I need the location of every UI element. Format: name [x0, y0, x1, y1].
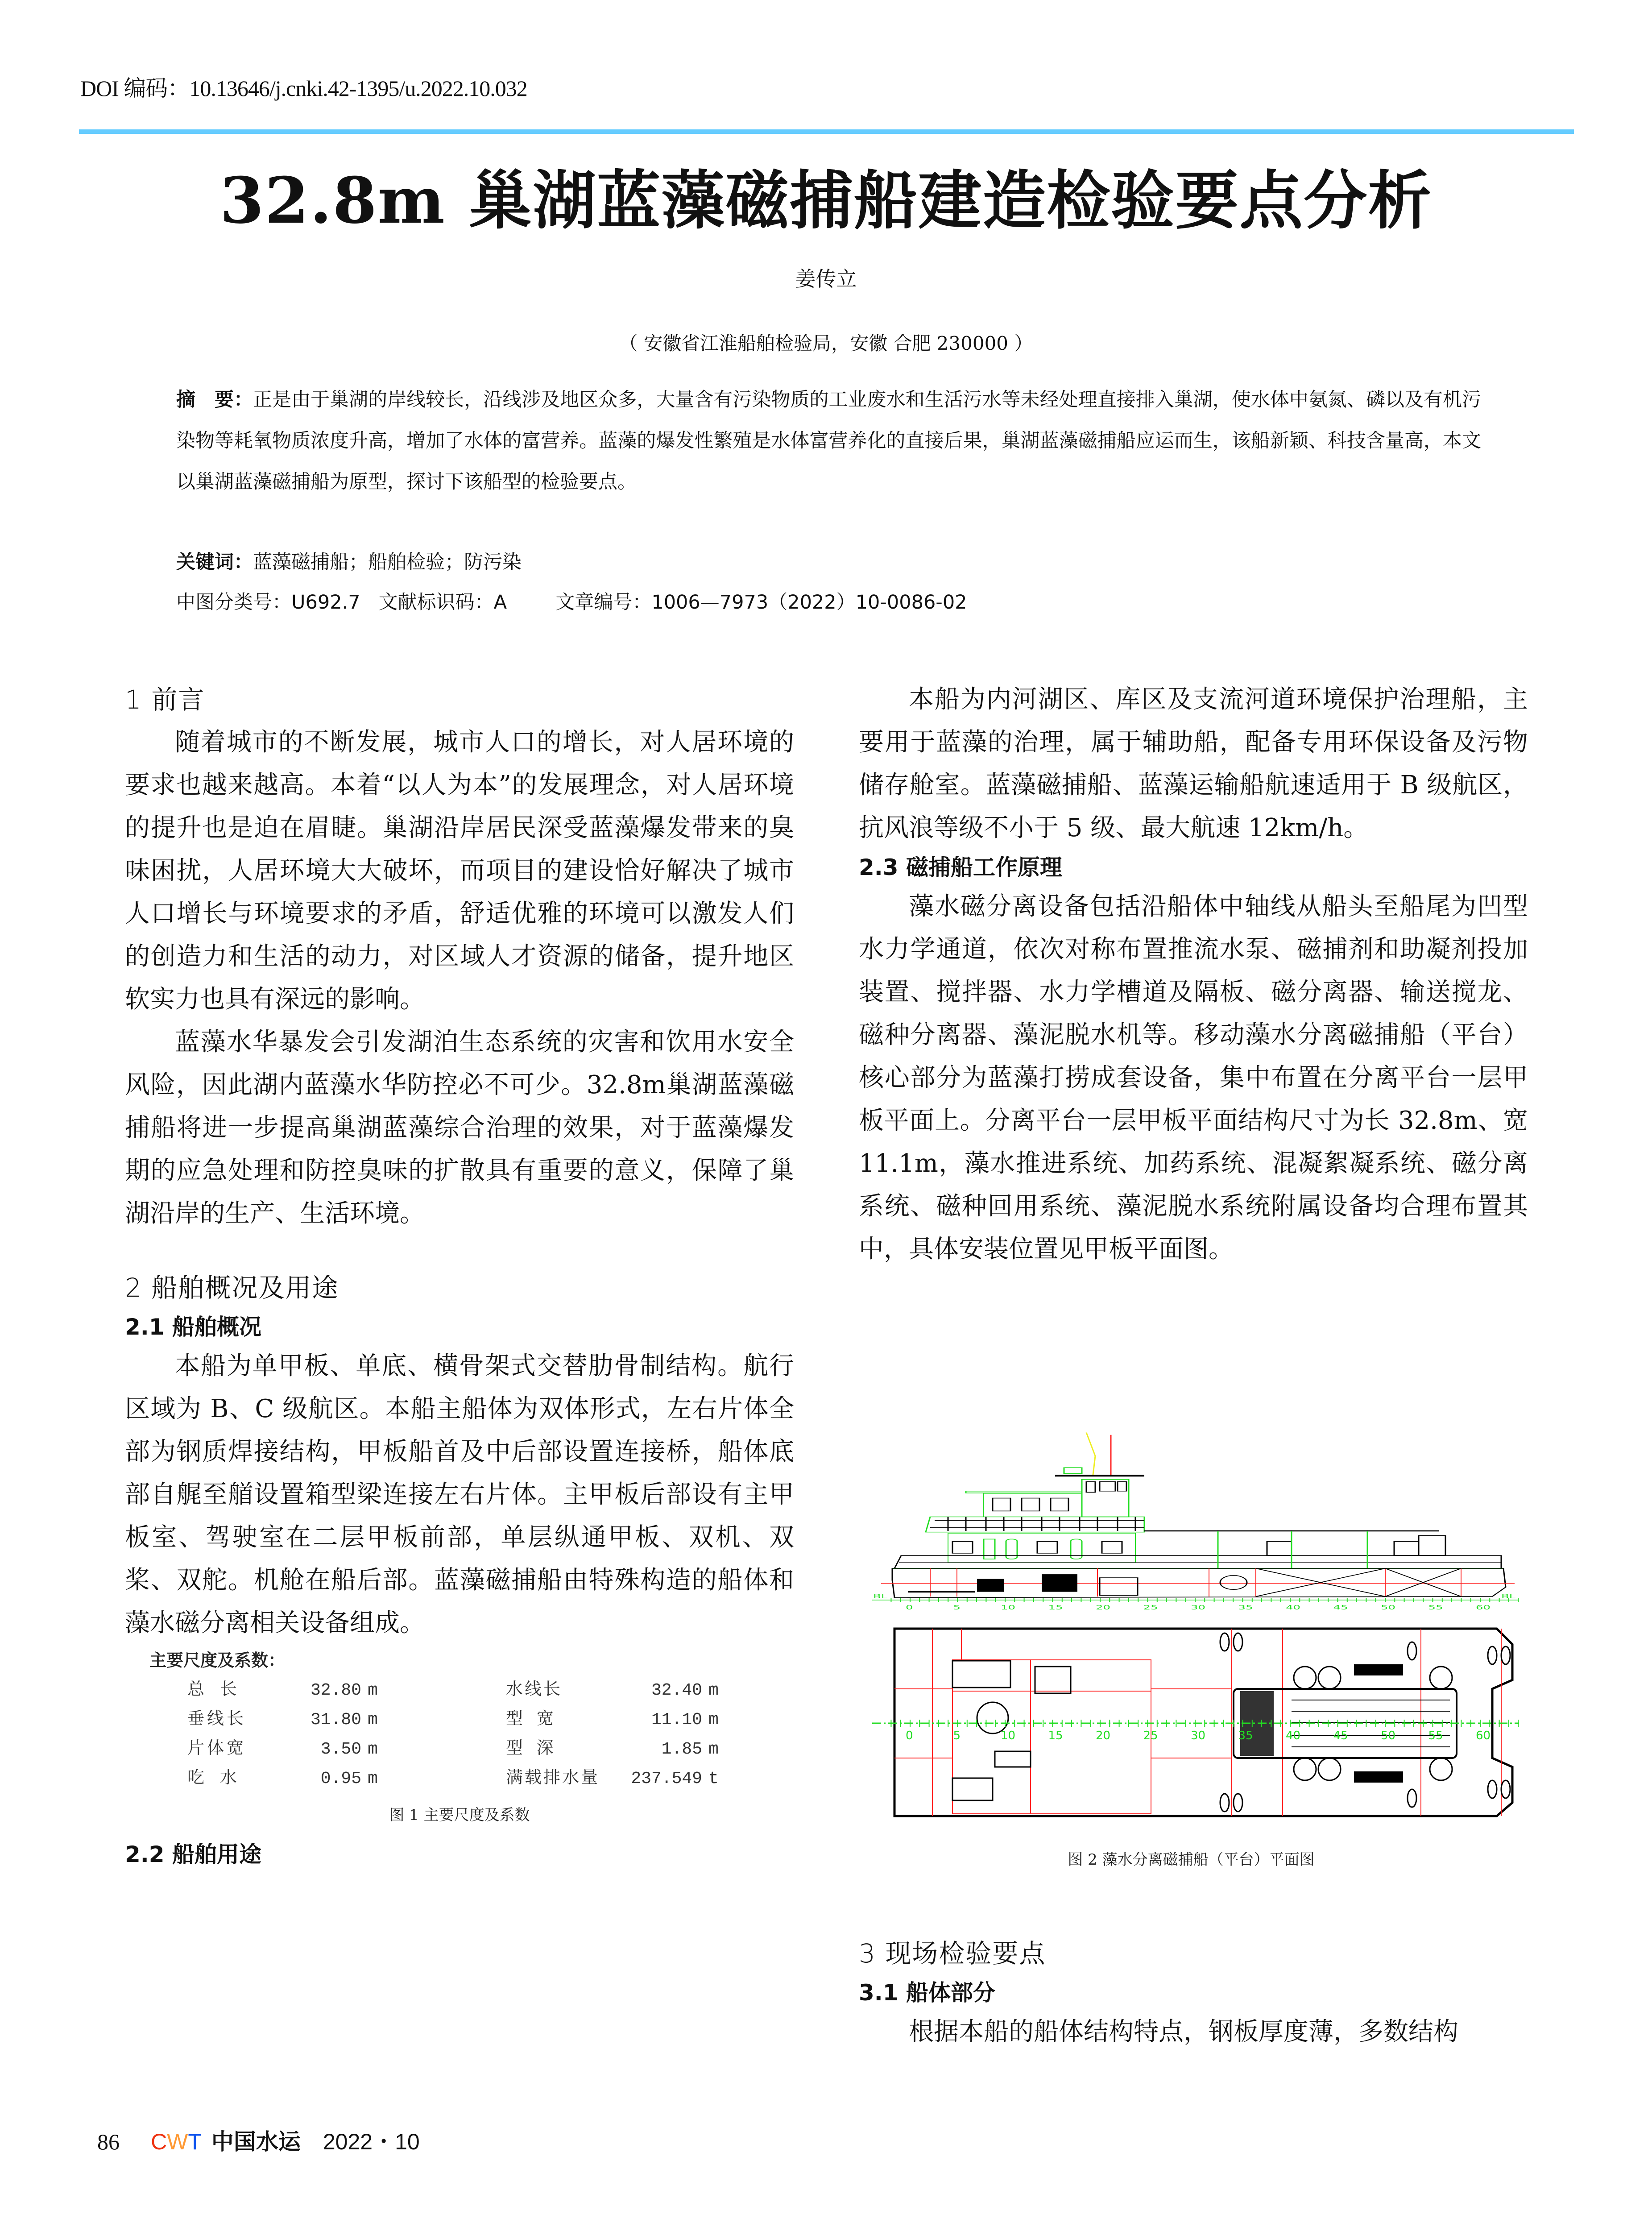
frame-label: 10 [1001, 1729, 1016, 1742]
frame-label: 40 [1286, 1729, 1301, 1742]
page-number: 86 [97, 2129, 120, 2154]
section-2-3-heading: 2.3 磁捕船工作原理 [859, 854, 1062, 880]
dimension-value: 3.50 [320, 1740, 361, 1759]
section-3-1-heading: 3.1 船体部分 [859, 1980, 995, 2006]
frame-label: 35 [1238, 1729, 1253, 1742]
header-rule [79, 129, 1574, 134]
dimension-unit: m [368, 1681, 378, 1700]
keywords [176, 547, 522, 578]
dimension-row [187, 1676, 735, 1705]
frame-label: 20 [1096, 1604, 1111, 1611]
dimensions-title: 主要尺度及系数： [149, 1650, 286, 1670]
logo-letter-w: W [167, 2129, 188, 2154]
frame-label: 20 [1096, 1729, 1111, 1742]
doi-line: DOI 编码：10.13646/j.cnki.42-1395/u.2022.10.032 [80, 76, 527, 101]
section-2-heading: 2 船舶概况及用途 [125, 1273, 339, 1303]
screw-conveyor-bottom [1354, 1771, 1403, 1783]
mast [1086, 1433, 1095, 1475]
frame-labels [906, 1604, 1491, 1611]
deck-tanks [1267, 1536, 1445, 1556]
bulkheads [930, 1568, 1461, 1597]
dimensions-table [187, 1676, 735, 1794]
dimension-unit: m [368, 1710, 378, 1729]
logo-letter-t: T [188, 2129, 202, 2154]
dimension-name: 型 宽 [506, 1710, 555, 1729]
dimension-name: 总 长 [187, 1681, 240, 1700]
dimension-gap [394, 1764, 506, 1794]
figure-2-caption: 图 2 藻水分离磁捕船（平台）平面图 [1068, 1851, 1315, 1869]
dimension-row [187, 1705, 735, 1735]
dimension-gap [394, 1676, 506, 1705]
dimension-value: 0.95 [320, 1769, 361, 1788]
searchlight [1064, 1468, 1082, 1473]
frame-label: 25 [1143, 1729, 1158, 1742]
engine-2 [1042, 1574, 1077, 1592]
dimension-name: 片体宽 [187, 1740, 247, 1759]
ship-profile-drawing [863, 1428, 1519, 1615]
sec2-1-paragraph-1: 本船为单甲板、单底、横骨架式交替肋骨制结构。航行区域为 B、C 级航区。本船主船体为双体形式，左右片体全部为钢质焊接结构，甲板船首及中后部设置连接桥，船体底部自艉至艏设置箱型梁连接左右片体。主甲板后部设有主甲板室、驾驶室在二层甲板前部，单层纵通甲板、双机、双桨、双舵。机舱在船后部。蓝藻磁捕船由特殊构造的船体和藻水磁分离相关设备组成。 [125, 1352, 794, 1638]
frame-label: 5 [953, 1604, 961, 1611]
frame-label: 0 [906, 1604, 913, 1611]
dimension-name: 吃 水 [187, 1769, 240, 1788]
dimension-unit: t [708, 1769, 719, 1788]
wheelhouse [1082, 1480, 1129, 1517]
frame-label: 15 [1048, 1604, 1063, 1611]
baseline-label-left: BL [873, 1592, 888, 1600]
dimension-gap [394, 1735, 506, 1764]
journal-name: 中国水运 [211, 2128, 301, 2155]
logo-letter-c: C [151, 2129, 167, 2154]
article-title: 32.8m 巢湖蓝藻磁捕船建造检验要点分析 [219, 164, 1433, 238]
pump-symbol [1220, 1576, 1247, 1590]
frame-label: 60 [1476, 1604, 1491, 1611]
frame-label: 30 [1191, 1729, 1206, 1742]
figure-2 [863, 1428, 1519, 1615]
section-2-1-heading: 2.1 船舶概况 [125, 1314, 261, 1340]
frame-label: 55 [1428, 1729, 1443, 1742]
keywords-label: 关键词： [176, 551, 253, 573]
dimension-value: 237.549 [631, 1769, 702, 1788]
dimension-value: 32.80 [310, 1681, 361, 1700]
dimension-name: 水线长 [506, 1681, 563, 1700]
dimension-unit: m [368, 1740, 378, 1759]
classification-line: 中图分类号：U692.7 文献标识码：A 文章编号：1006—7973（2022）10-0086-02 [176, 591, 967, 614]
dimension-name: 型 深 [506, 1740, 555, 1759]
abstract-label: 摘 要： [176, 389, 253, 411]
author: 姜传立 [795, 267, 857, 291]
issue-number: 2022・10 [323, 2129, 420, 2154]
dimension-value: 1.85 [661, 1740, 702, 1759]
frame-label: 50 [1381, 1604, 1396, 1611]
engine-1 [977, 1579, 1004, 1592]
dimension-unit: m [708, 1710, 719, 1729]
tank-box [1100, 1578, 1138, 1595]
upper-railing [926, 1517, 1144, 1532]
section-2-2-heading: 2.2 船舶用途 [125, 1841, 261, 1867]
ship-plan-drawing [863, 1624, 1519, 1820]
right-column-bottom [859, 1932, 1528, 2053]
frame-label: 45 [1333, 1729, 1348, 1742]
frame-label: 40 [1286, 1604, 1301, 1611]
abstract [176, 379, 1481, 502]
figure-1-caption: 图 1 主要尺度及系数 [389, 1806, 530, 1824]
dimension-gap [394, 1705, 506, 1735]
upper-railing-bars [930, 1517, 1144, 1531]
section-spacer [125, 1235, 794, 1266]
dimension-unit: m [708, 1681, 719, 1700]
affiliation: （ 安徽省江淮船舶检验局，安徽 合肥 230000 ） [619, 332, 1033, 354]
dimension-name: 垂线长 [187, 1710, 247, 1729]
frame-label: 55 [1428, 1604, 1443, 1611]
dimension-row [187, 1735, 735, 1764]
dimension-name: 满载排水量 [506, 1769, 600, 1788]
main-deckhouse-openings [952, 1539, 1122, 1559]
main-deckhouse [948, 1533, 1135, 1563]
screw-conveyor-top [1354, 1664, 1403, 1675]
frame-label: 30 [1191, 1604, 1206, 1611]
figure-2-plan [863, 1624, 1519, 1820]
baseline-label-right: BL [1501, 1592, 1516, 1600]
frame-label: 15 [1048, 1729, 1063, 1742]
frame-label: 35 [1238, 1604, 1253, 1611]
dimension-value: 11.10 [651, 1710, 702, 1729]
wheelhouse-windows [1086, 1482, 1126, 1493]
dimension-row [187, 1764, 735, 1794]
keywords-text: 蓝藻磁捕船；船舶检验；防污染 [253, 551, 522, 573]
wheelhouse-roof [1055, 1475, 1144, 1476]
sec2-3-paragraph-1: 藻水磁分离设备包括沿船体中轴线从船头至船尾为凹型水力学通道，依次对称布置推流水泵、磁捕剂和助凝剂投加装置、搅拌器、水力学槽道及隔板、磁分离器、输送搅龙、磁种分离器、藻泥脱水机等。移动藻水分离磁捕船（平台）核心部分为蓝藻打捞成套设备，集中布置在分离平台一层甲板平面上。分离平台一层甲板平面结构尺寸为长 32.8m、宽 11.1m，藻水推进系统、加药系统、混凝絮凝系统、磁分离系统、磁种回用系统、藻泥脱水系统附属设备均合理布置其中，具体安装位置见甲板平面图。 [859, 892, 1528, 1264]
sec3-1-paragraph-1: 根据本船的船体结构特点，钢板厚度薄，多数结构 [909, 2017, 1458, 2046]
abstract-text: 正是由于巢湖的岸线较长，沿线涉及地区众多，大量含有污染物质的工业废水和生活污水等未经处理直接排入巢湖，使水体中氨氮、磷以及有机污染物等耗氧物质浓度升高，增加了水体的富营养。蓝藻的爆发性繁殖是水体富营养化的直接后果，巢湖蓝藻磁捕船应运而生，该船新颖、科技含量高，本文以巢湖蓝藻磁捕船为原型，探讨下该船型的检验要点。 [176, 389, 1482, 493]
section-1-heading: 1 前言 [125, 684, 205, 715]
upper-deck-roof [966, 1491, 1082, 1493]
upper-deckhouse [984, 1493, 1082, 1517]
dimension-unit: m [708, 1740, 719, 1759]
dimension-unit: m [368, 1769, 378, 1788]
frame-label: 60 [1476, 1729, 1491, 1742]
frame-label: 50 [1381, 1729, 1396, 1742]
dimension-value: 32.40 [651, 1681, 702, 1700]
upper-windows [993, 1498, 1068, 1511]
right-column [859, 678, 1528, 1271]
frame-label: 25 [1143, 1604, 1158, 1611]
frame-label: 45 [1333, 1604, 1348, 1611]
frame-label: 10 [1001, 1604, 1016, 1611]
sec1-paragraph-1: 随着城市的不断发展，城市人口的增长，对人居环境的要求也越来越高。本着“以人为本”的发展理念，对人居环境的提升也是迫在眉睫。巢湖沿岸居民深受蓝藻爆发带来的臭味困扰，人居环境大大破坏，而项目的建设恰好解决了城市人口增长与环境要求的矛盾，舒适优雅的环境可以激发人们的创造力和生活的动力，对区域人才资源的储备，提升地区软实力也具有深远的影响。 [125, 728, 794, 1014]
main-deck-railing [894, 1555, 1501, 1568]
sec2-2-paragraph-1: 本船为内河湖区、库区及支流河道环境保护治理船，主要用于蓝藻的治理，属于辅助船，配备专用环保设备及污物储存舱室。蓝藻磁捕船、蓝藻运输船航速适用于 B 级航区，抗风浪等级不小于 5 级、最大航速 12km/h。 [859, 685, 1528, 842]
frame-label: 5 [953, 1729, 961, 1742]
box-beam-bracing [1256, 1568, 1461, 1597]
section-3-heading: 3 现场检验要点 [859, 1938, 1046, 1969]
dimension-value: 31.80 [310, 1710, 361, 1729]
left-column [125, 678, 794, 1872]
sec1-paragraph-2: 蓝藻水华暴发会引发湖泊生态系统的灾害和饮用水安全风险，因此湖内蓝藻水华防控必不可少。32.8m巢湖蓝藻磁捕船将进一步提高巢湖蓝藻综合治理的效果，对于蓝藻爆发期的应急处理和防控臭味的扩散具有重要的意义，保障了巢湖沿岸的生产、生活环境。 [125, 1028, 794, 1228]
frame-label: 0 [906, 1729, 913, 1742]
page-footer [97, 2126, 420, 2157]
